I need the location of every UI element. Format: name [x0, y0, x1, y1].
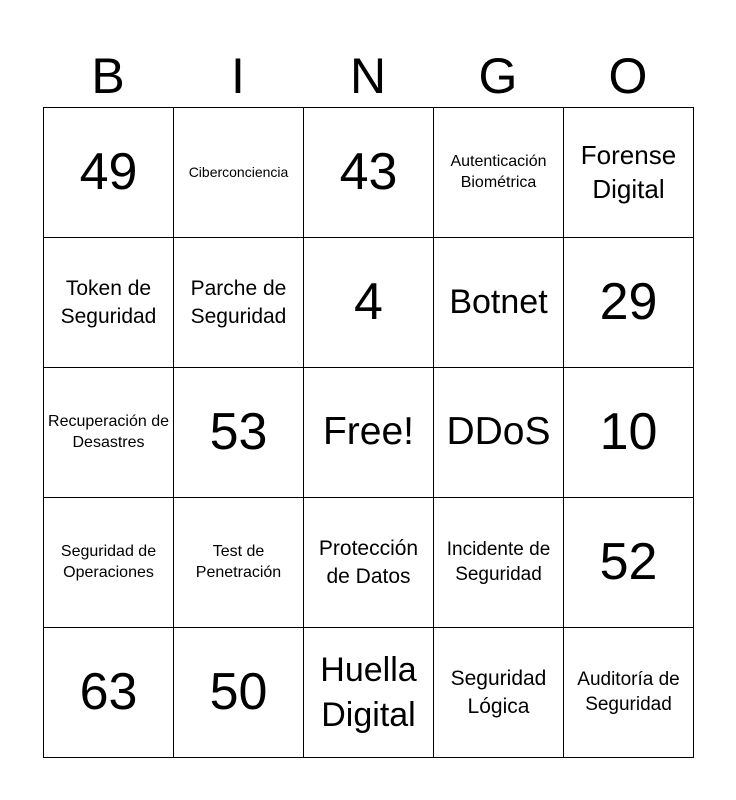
- bingo-cell: 52: [564, 498, 694, 628]
- free-space-cell: Free!: [304, 368, 434, 498]
- bingo-board: [43, 107, 694, 758]
- bingo-header: [43, 46, 693, 106]
- bingo-cell: Protección de Datos: [304, 498, 434, 628]
- bingo-cell: Recuperación de Desastres: [44, 368, 174, 498]
- board-row: [44, 498, 694, 628]
- bingo-cell: Test de Penetración: [174, 498, 304, 628]
- bingo-cell: DDoS: [434, 368, 564, 498]
- bingo-cell: Auditoría de Seguridad: [564, 628, 694, 758]
- bingo-cell: 53: [174, 368, 304, 498]
- bingo-cell: Ciberconciencia: [174, 108, 304, 238]
- bingo-cell: Seguridad de Operaciones: [44, 498, 174, 628]
- bingo-cell: 29: [564, 238, 694, 368]
- board-row: [44, 108, 694, 238]
- bingo-cell: 49: [44, 108, 174, 238]
- bingo-cell: Forense Digital: [564, 108, 694, 238]
- bingo-cell: Autenticación Biométrica: [434, 108, 564, 238]
- bingo-cell: Incidente de Seguridad: [434, 498, 564, 628]
- bingo-cell: 50: [174, 628, 304, 758]
- bingo-cell: 63: [44, 628, 174, 758]
- bingo-cell: Parche de Seguridad: [174, 238, 304, 368]
- bingo-cell: Seguridad Lógica: [434, 628, 564, 758]
- board-row: [44, 238, 694, 368]
- bingo-cell: 43: [304, 108, 434, 238]
- header-letter-b: B: [91, 48, 125, 104]
- header-letter-o: O: [608, 48, 648, 104]
- board-row: [44, 368, 694, 498]
- bingo-cell: Huella Digital: [304, 628, 434, 758]
- header-letter-i: I: [231, 48, 245, 104]
- bingo-cell: 10: [564, 368, 694, 498]
- bingo-cell: Botnet: [434, 238, 564, 368]
- bingo-cell: 4: [304, 238, 434, 368]
- header-letter-n: N: [349, 48, 387, 104]
- header-letter-g: G: [478, 48, 518, 104]
- board-row: [44, 628, 694, 758]
- bingo-cell: Token de Seguridad: [44, 238, 174, 368]
